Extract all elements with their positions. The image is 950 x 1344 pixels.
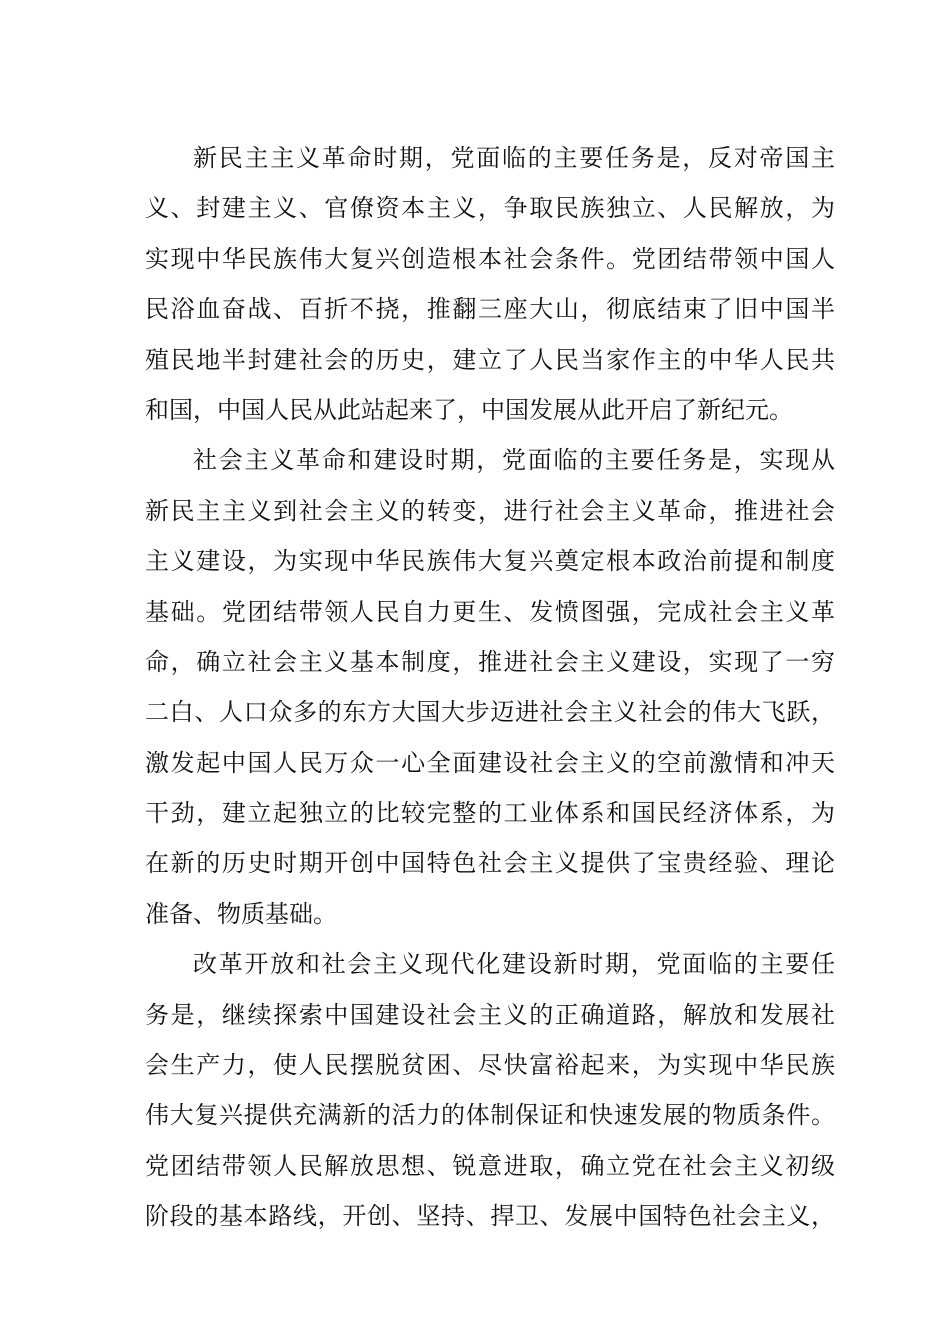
paragraph-3-line-1: 改革开放和社会主义现代化建设新时期，党面临的主要任 [193,950,835,979]
paragraph-1-line-4: 民浴血奋战、百折不挠，推翻三座大山，彻底结束了旧中国半 [145,295,835,324]
paragraph-1-line-2: 义、封建主义、官僚资本主义，争取民族独立、人民解放，为 [145,194,835,223]
paragraph-2-line-5: 命，确立社会主义基本制度，推进社会主义建设，实现了一穷 [145,647,835,676]
paragraph-2-line-2: 新民主主义到社会主义的转变，进行社会主义革命，推进社会 [145,496,835,525]
paragraph-2-line-9: 在新的历史时期开创中国特色社会主义提供了宝贵经验、理论 [145,849,835,878]
paragraph-1-line-1: 新民主主义革命时期，党面临的主要任务是，反对帝国主 [193,144,835,172]
paragraph-3-line-5: 党团结带领人民解放思想、锐意进取，确立党在社会主义初级 [145,1151,835,1180]
paragraph-2-line-10: 准备、物质基础。 [145,899,337,928]
paragraph-3-line-3: 会生产力，使人民摆脱贫困、尽快富裕起来，为实现中华民族 [145,1051,835,1080]
paragraph-1-line-3: 实现中华民族伟大复兴创造根本社会条件。党团结带领中国人 [145,244,835,273]
paragraph-2-line-7: 激发起中国人民万众一心全面建设社会主义的空前激情和冲天 [145,748,835,777]
paragraph-2-line-3: 主义建设，为实现中华民族伟大复兴奠定根本政治前提和制度 [145,547,835,576]
paragraph-2-line-6: 二白、人口众多的东方大国大步迈进社会主义社会的伟大飞跃， [145,698,835,727]
paragraph-3-line-2: 务是，继续探索中国建设社会主义的正确道路，解放和发展社 [145,1000,835,1029]
paragraph-2-line-8: 干劲，建立起独立的比较完整的工业体系和国民经济体系，为 [145,799,835,828]
paragraph-2-line-1: 社会主义革命和建设时期，党面临的主要任务是，实现从 [193,446,835,475]
paragraph-1-line-6: 和国，中国人民从此站起来了，中国发展从此开启了新纪元。 [145,395,793,424]
paragraph-1-line-5: 殖民地半封建社会的历史，建立了人民当家作主的中华人民共 [145,345,835,374]
paragraph-2-line-4: 基础。党团结带领人民自力更生、发愤图强，完成社会主义革 [145,597,835,626]
paragraph-3-line-4: 伟大复兴提供充满新的活力的体制保证和快速发展的物质条件。 [145,1101,835,1130]
body-text [145,133,835,1242]
paragraph-3-line-6: 阶段的基本路线，开创、坚持、捍卫、发展中国特色社会主义， [145,1202,835,1231]
